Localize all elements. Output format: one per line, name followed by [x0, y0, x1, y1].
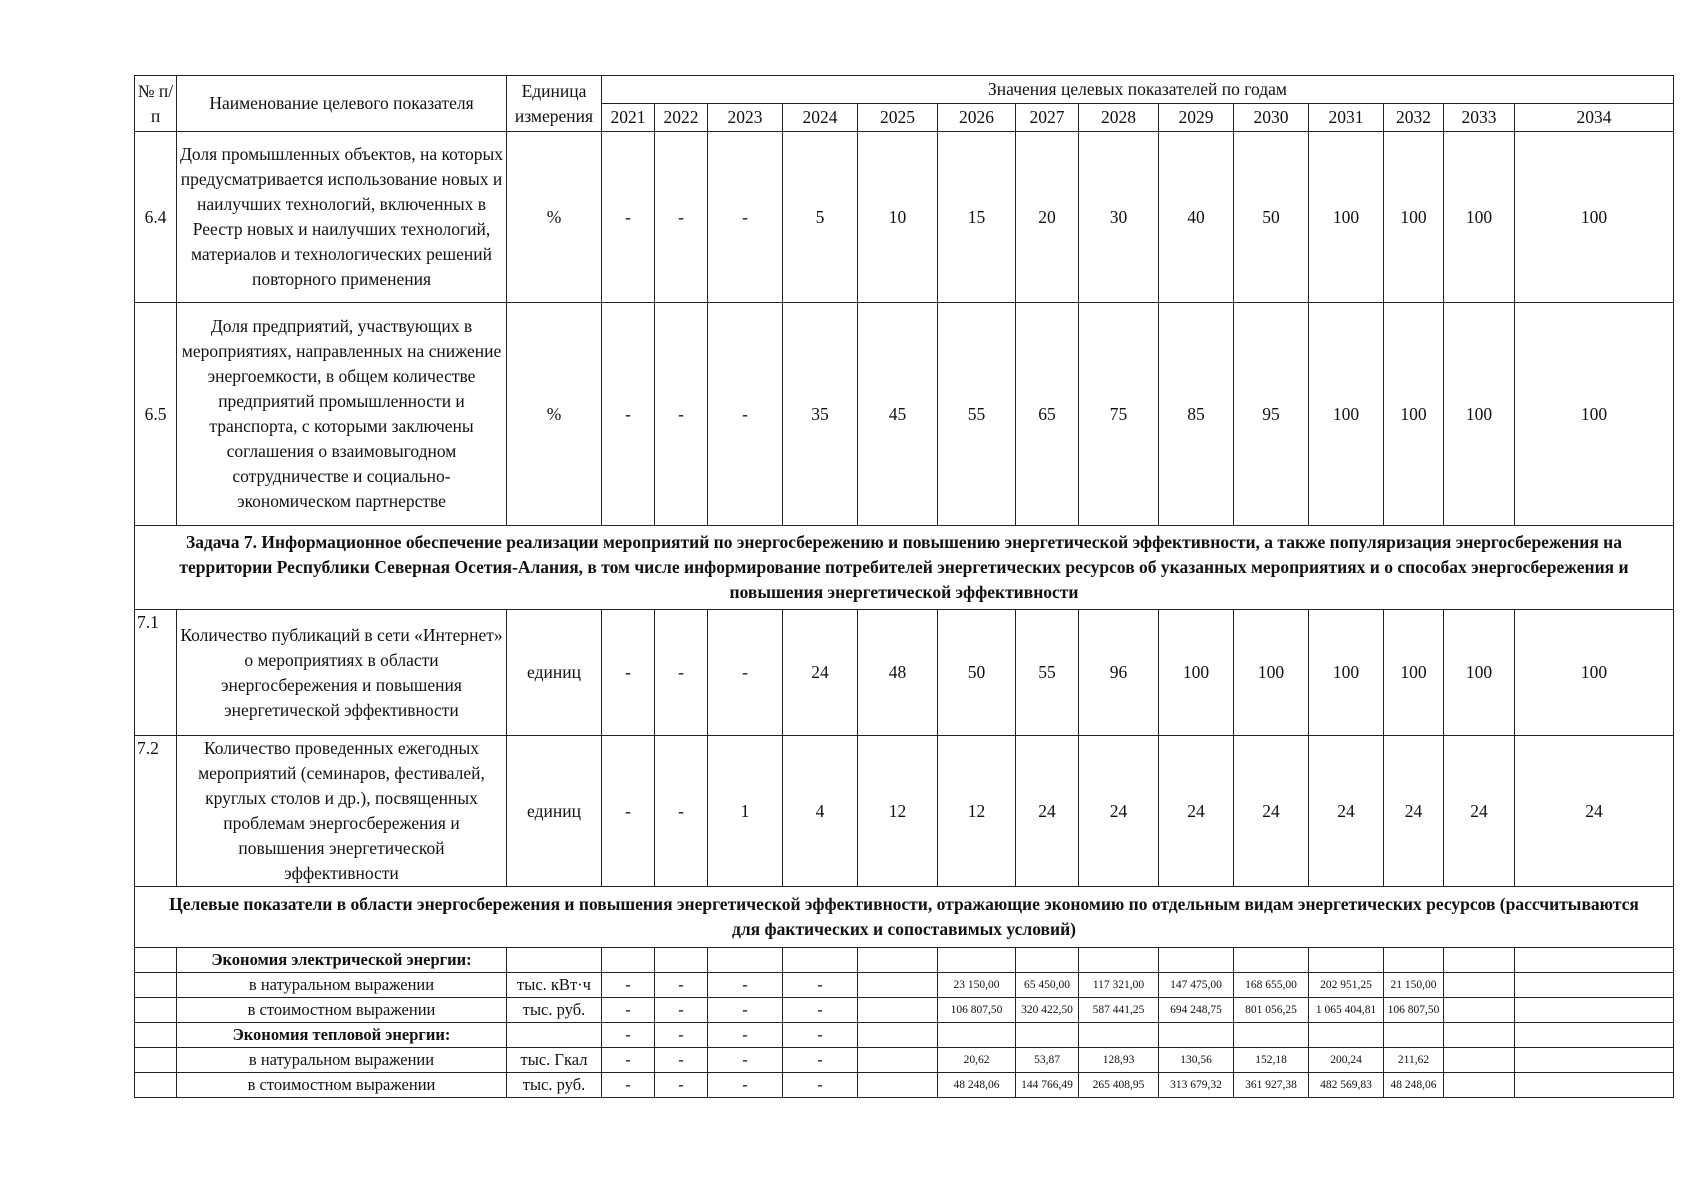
- economy-value: -: [655, 1023, 708, 1048]
- economy-value: 48 248,06: [1384, 1073, 1444, 1098]
- value-cell: -: [602, 303, 655, 526]
- value-cell: -: [708, 132, 783, 303]
- economy-value: [858, 1023, 938, 1048]
- economy-value: [938, 948, 1016, 973]
- row-num: [135, 1023, 177, 1048]
- indicator-name: Доля промышленных объектов, на которых предусматривается использование новых и наилучших технологий, включенных в Реестр новых и наилучших технологий, материалов и технологических решений повторного применения: [177, 132, 507, 303]
- economy-value: -: [602, 1073, 655, 1098]
- value-cell: 24: [1444, 736, 1515, 887]
- table-row: [135, 610, 1674, 736]
- task-7-title: Задача 7. Информационное обеспечение реализации мероприятий по энергосбережению и повышению энергетической эффективности, а также популяризация энергосбережения на территории Республики Северная Осетия-Алания, в том числе информирование потребителей энергетических ресурсов об указанных мероприятиях и о способах энергосбережения и повышения энергетической эффективности: [135, 526, 1674, 610]
- value-cell: 20: [1016, 132, 1079, 303]
- value-cell: -: [602, 736, 655, 887]
- economy-value: -: [708, 1073, 783, 1098]
- value-cell: 100: [1384, 303, 1444, 526]
- economy-label: Экономия электрической энергии:: [177, 948, 507, 973]
- value-cell: 1: [708, 736, 783, 887]
- value-cell: -: [655, 132, 708, 303]
- header-year: 2026: [938, 104, 1016, 132]
- economy-value: [858, 1048, 938, 1073]
- header-year: 2023: [708, 104, 783, 132]
- header-num: № п/п: [135, 76, 177, 132]
- value-cell: 48: [858, 610, 938, 736]
- economy-value: 211,62: [1384, 1048, 1444, 1073]
- economy-value: [1079, 1023, 1159, 1048]
- economy-row: [135, 973, 1674, 998]
- economy-value: 128,93: [1079, 1048, 1159, 1073]
- economy-label: в стоимостном выражении: [177, 998, 507, 1023]
- economy-value: 53,87: [1016, 1048, 1079, 1073]
- economy-unit: тыс. руб.: [507, 998, 602, 1023]
- value-cell: 55: [1016, 610, 1079, 736]
- economy-value: 202 951,25: [1309, 973, 1384, 998]
- indicator-name: Количество проведенных ежегодных мероприятий (семинаров, фестивалей, круглых столов и др.), посвященных проблемам энергосбережения и повышения энергетической эффективности: [177, 736, 507, 887]
- value-cell: 100: [1444, 303, 1515, 526]
- row-num: 7.1: [135, 610, 177, 736]
- economy-value: 361 927,38: [1234, 1073, 1309, 1098]
- economy-value: 21 150,00: [1384, 973, 1444, 998]
- economy-value: [1309, 948, 1384, 973]
- value-cell: 12: [938, 736, 1016, 887]
- value-cell: 15: [938, 132, 1016, 303]
- value-cell: -: [655, 610, 708, 736]
- value-cell: 24: [1384, 736, 1444, 887]
- value-cell: 100: [1309, 132, 1384, 303]
- economy-row: [135, 1048, 1674, 1073]
- economy-value: 801 056,25: [1234, 998, 1309, 1023]
- economy-value: [1444, 1073, 1515, 1098]
- economy-value: 265 408,95: [1079, 1073, 1159, 1098]
- header-year: 2025: [858, 104, 938, 132]
- header-year: 2033: [1444, 104, 1515, 132]
- value-cell: 50: [1234, 132, 1309, 303]
- economy-value: [1515, 1073, 1674, 1098]
- economy-value: -: [783, 1048, 858, 1073]
- economy-value: 23 150,00: [938, 973, 1016, 998]
- header-values-title: Значения целевых показателей по годам: [602, 76, 1674, 104]
- economy-value: [783, 948, 858, 973]
- indicator-unit: %: [507, 303, 602, 526]
- economy-value: -: [708, 998, 783, 1023]
- value-cell: 30: [1079, 132, 1159, 303]
- value-cell: 24: [783, 610, 858, 736]
- economy-value: 130,56: [1159, 1048, 1234, 1073]
- economy-row: [135, 1073, 1674, 1098]
- economy-value: 1 065 404,81: [1309, 998, 1384, 1023]
- economy-unit: тыс. руб.: [507, 1073, 602, 1098]
- economy-value: 694 248,75: [1159, 998, 1234, 1023]
- row-num: [135, 973, 177, 998]
- economy-value: 65 450,00: [1016, 973, 1079, 998]
- economy-value: [1444, 948, 1515, 973]
- economy-unit: тыс. Гкал: [507, 1048, 602, 1073]
- economy-value: [1444, 1023, 1515, 1048]
- value-cell: -: [602, 610, 655, 736]
- value-cell: 100: [1444, 610, 1515, 736]
- header-year: 2031: [1309, 104, 1384, 132]
- value-cell: 55: [938, 303, 1016, 526]
- value-cell: 96: [1079, 610, 1159, 736]
- economy-value: [1234, 948, 1309, 973]
- economy-label: в натуральном выражении: [177, 973, 507, 998]
- header-year: 2032: [1384, 104, 1444, 132]
- economy-label: в натуральном выражении: [177, 1048, 507, 1073]
- header-year: 2027: [1016, 104, 1079, 132]
- value-cell: 24: [1234, 736, 1309, 887]
- economy-row: [135, 1023, 1674, 1048]
- header-year: 2034: [1515, 104, 1674, 132]
- economy-value: [1444, 1048, 1515, 1073]
- section-title: Целевые показатели в области энергосбережения и повышения энергетической эффективности, отражающие экономию по отдельным видам энергетических ресурсов (рассчитываются для фактических и сопоставимых условий): [135, 887, 1674, 948]
- economy-value: [1444, 998, 1515, 1023]
- economy-value: 147 475,00: [1159, 973, 1234, 998]
- value-cell: 40: [1159, 132, 1234, 303]
- value-cell: 100: [1309, 303, 1384, 526]
- economy-value: [858, 998, 938, 1023]
- value-cell: 100: [1234, 610, 1309, 736]
- economy-value: 482 569,83: [1309, 1073, 1384, 1098]
- economy-value: -: [783, 973, 858, 998]
- value-cell: 100: [1515, 610, 1674, 736]
- value-cell: 85: [1159, 303, 1234, 526]
- economy-value: [938, 1023, 1016, 1048]
- header-year: 2028: [1079, 104, 1159, 132]
- value-cell: 4: [783, 736, 858, 887]
- economy-value: [1384, 948, 1444, 973]
- value-cell: 24: [1515, 736, 1674, 887]
- indicator-name: Доля предприятий, участвующих в мероприятиях, направленных на снижение энергоемкости, в общем количестве предприятий промышленности и транспорта, с которыми заключены соглашения о взаимовыгодном сотрудничестве и социально-экономическом партнерстве: [177, 303, 507, 526]
- economy-row: [135, 998, 1674, 1023]
- header-name: Наименование целевого показателя: [177, 76, 507, 132]
- value-cell: 100: [1515, 303, 1674, 526]
- indicators-table: [134, 75, 1674, 1098]
- economy-value: 20,62: [938, 1048, 1016, 1073]
- economy-value: -: [783, 998, 858, 1023]
- value-cell: 100: [1444, 132, 1515, 303]
- indicator-unit: единиц: [507, 736, 602, 887]
- economy-value: [1079, 948, 1159, 973]
- value-cell: 24: [1079, 736, 1159, 887]
- economy-value: 313 679,32: [1159, 1073, 1234, 1098]
- economy-value: [1384, 1023, 1444, 1048]
- table-row: [135, 303, 1674, 526]
- economy-value: 200,24: [1309, 1048, 1384, 1073]
- economy-value: [858, 948, 938, 973]
- economy-unit: [507, 1023, 602, 1048]
- value-cell: 75: [1079, 303, 1159, 526]
- economy-value: -: [655, 998, 708, 1023]
- row-num: [135, 1048, 177, 1073]
- value-cell: 24: [1016, 736, 1079, 887]
- economy-value: -: [708, 1023, 783, 1048]
- economy-value: [708, 948, 783, 973]
- economy-value: [1309, 1023, 1384, 1048]
- economy-value: 587 441,25: [1079, 998, 1159, 1023]
- economy-label: Экономия тепловой энергии:: [177, 1023, 507, 1048]
- table-row: [135, 736, 1674, 887]
- economy-value: [858, 973, 938, 998]
- economy-value: [1515, 1023, 1674, 1048]
- value-cell: -: [655, 736, 708, 887]
- indicator-unit: %: [507, 132, 602, 303]
- row-num: [135, 948, 177, 973]
- indicator-unit: единиц: [507, 610, 602, 736]
- economy-value: 152,18: [1234, 1048, 1309, 1073]
- value-cell: 35: [783, 303, 858, 526]
- row-num: [135, 1073, 177, 1098]
- header-year: 2022: [655, 104, 708, 132]
- value-cell: 95: [1234, 303, 1309, 526]
- economy-value: -: [783, 1073, 858, 1098]
- header-year: 2030: [1234, 104, 1309, 132]
- economy-value: [602, 948, 655, 973]
- economy-label: в стоимостном выражении: [177, 1073, 507, 1098]
- value-cell: 24: [1309, 736, 1384, 887]
- economy-value: 117 321,00: [1079, 973, 1159, 998]
- value-cell: 12: [858, 736, 938, 887]
- economy-value: [1515, 973, 1674, 998]
- task-row: [135, 526, 1674, 610]
- economy-value: [1234, 1023, 1309, 1048]
- economy-value: -: [602, 973, 655, 998]
- value-cell: -: [708, 303, 783, 526]
- economy-value: [1515, 1048, 1674, 1073]
- economy-value: 106 807,50: [938, 998, 1016, 1023]
- economy-value: -: [602, 1048, 655, 1073]
- value-cell: 100: [1384, 132, 1444, 303]
- value-cell: 100: [1309, 610, 1384, 736]
- table-body: [135, 132, 1674, 1098]
- economy-value: 320 422,50: [1016, 998, 1079, 1023]
- economy-value: 48 248,06: [938, 1073, 1016, 1098]
- economy-value: 106 807,50: [1384, 998, 1444, 1023]
- value-cell: -: [655, 303, 708, 526]
- value-cell: 65: [1016, 303, 1079, 526]
- economy-value: -: [708, 1048, 783, 1073]
- economy-value: [1016, 1023, 1079, 1048]
- value-cell: -: [708, 610, 783, 736]
- economy-unit: тыс. кВт·ч: [507, 973, 602, 998]
- value-cell: 10: [858, 132, 938, 303]
- value-cell: -: [602, 132, 655, 303]
- row-num: 6.4: [135, 132, 177, 303]
- economy-value: 144 766,49: [1016, 1073, 1079, 1098]
- value-cell: 5: [783, 132, 858, 303]
- value-cell: 24: [1159, 736, 1234, 887]
- economy-value: -: [602, 998, 655, 1023]
- economy-value: [1016, 948, 1079, 973]
- economy-value: 168 655,00: [1234, 973, 1309, 998]
- economy-value: -: [708, 973, 783, 998]
- value-cell: 100: [1159, 610, 1234, 736]
- row-num: 6.5: [135, 303, 177, 526]
- header-year: 2029: [1159, 104, 1234, 132]
- value-cell: 100: [1384, 610, 1444, 736]
- economy-value: -: [602, 1023, 655, 1048]
- economy-value: [858, 1073, 938, 1098]
- indicator-name: Количество публикаций в сети «Интернет» о мероприятиях в области энергосбережения и повышения энергетической эффективности: [177, 610, 507, 736]
- section-row: [135, 887, 1674, 948]
- header-row-1: [135, 76, 1674, 104]
- economy-value: -: [655, 1048, 708, 1073]
- economy-value: [1515, 998, 1674, 1023]
- row-num: 7.2: [135, 736, 177, 887]
- economy-value: [655, 948, 708, 973]
- economy-value: [1515, 948, 1674, 973]
- economy-value: [1444, 973, 1515, 998]
- header-year: 2021: [602, 104, 655, 132]
- table-row: [135, 132, 1674, 303]
- economy-value: [1159, 1023, 1234, 1048]
- header-unit: Единица измерения: [507, 76, 602, 132]
- value-cell: 50: [938, 610, 1016, 736]
- economy-value: -: [783, 1023, 858, 1048]
- economy-value: -: [655, 973, 708, 998]
- header-year: 2024: [783, 104, 858, 132]
- economy-row: [135, 948, 1674, 973]
- value-cell: 45: [858, 303, 938, 526]
- row-num: [135, 998, 177, 1023]
- value-cell: 100: [1515, 132, 1674, 303]
- economy-value: -: [655, 1073, 708, 1098]
- economy-unit: [507, 948, 602, 973]
- economy-value: [1159, 948, 1234, 973]
